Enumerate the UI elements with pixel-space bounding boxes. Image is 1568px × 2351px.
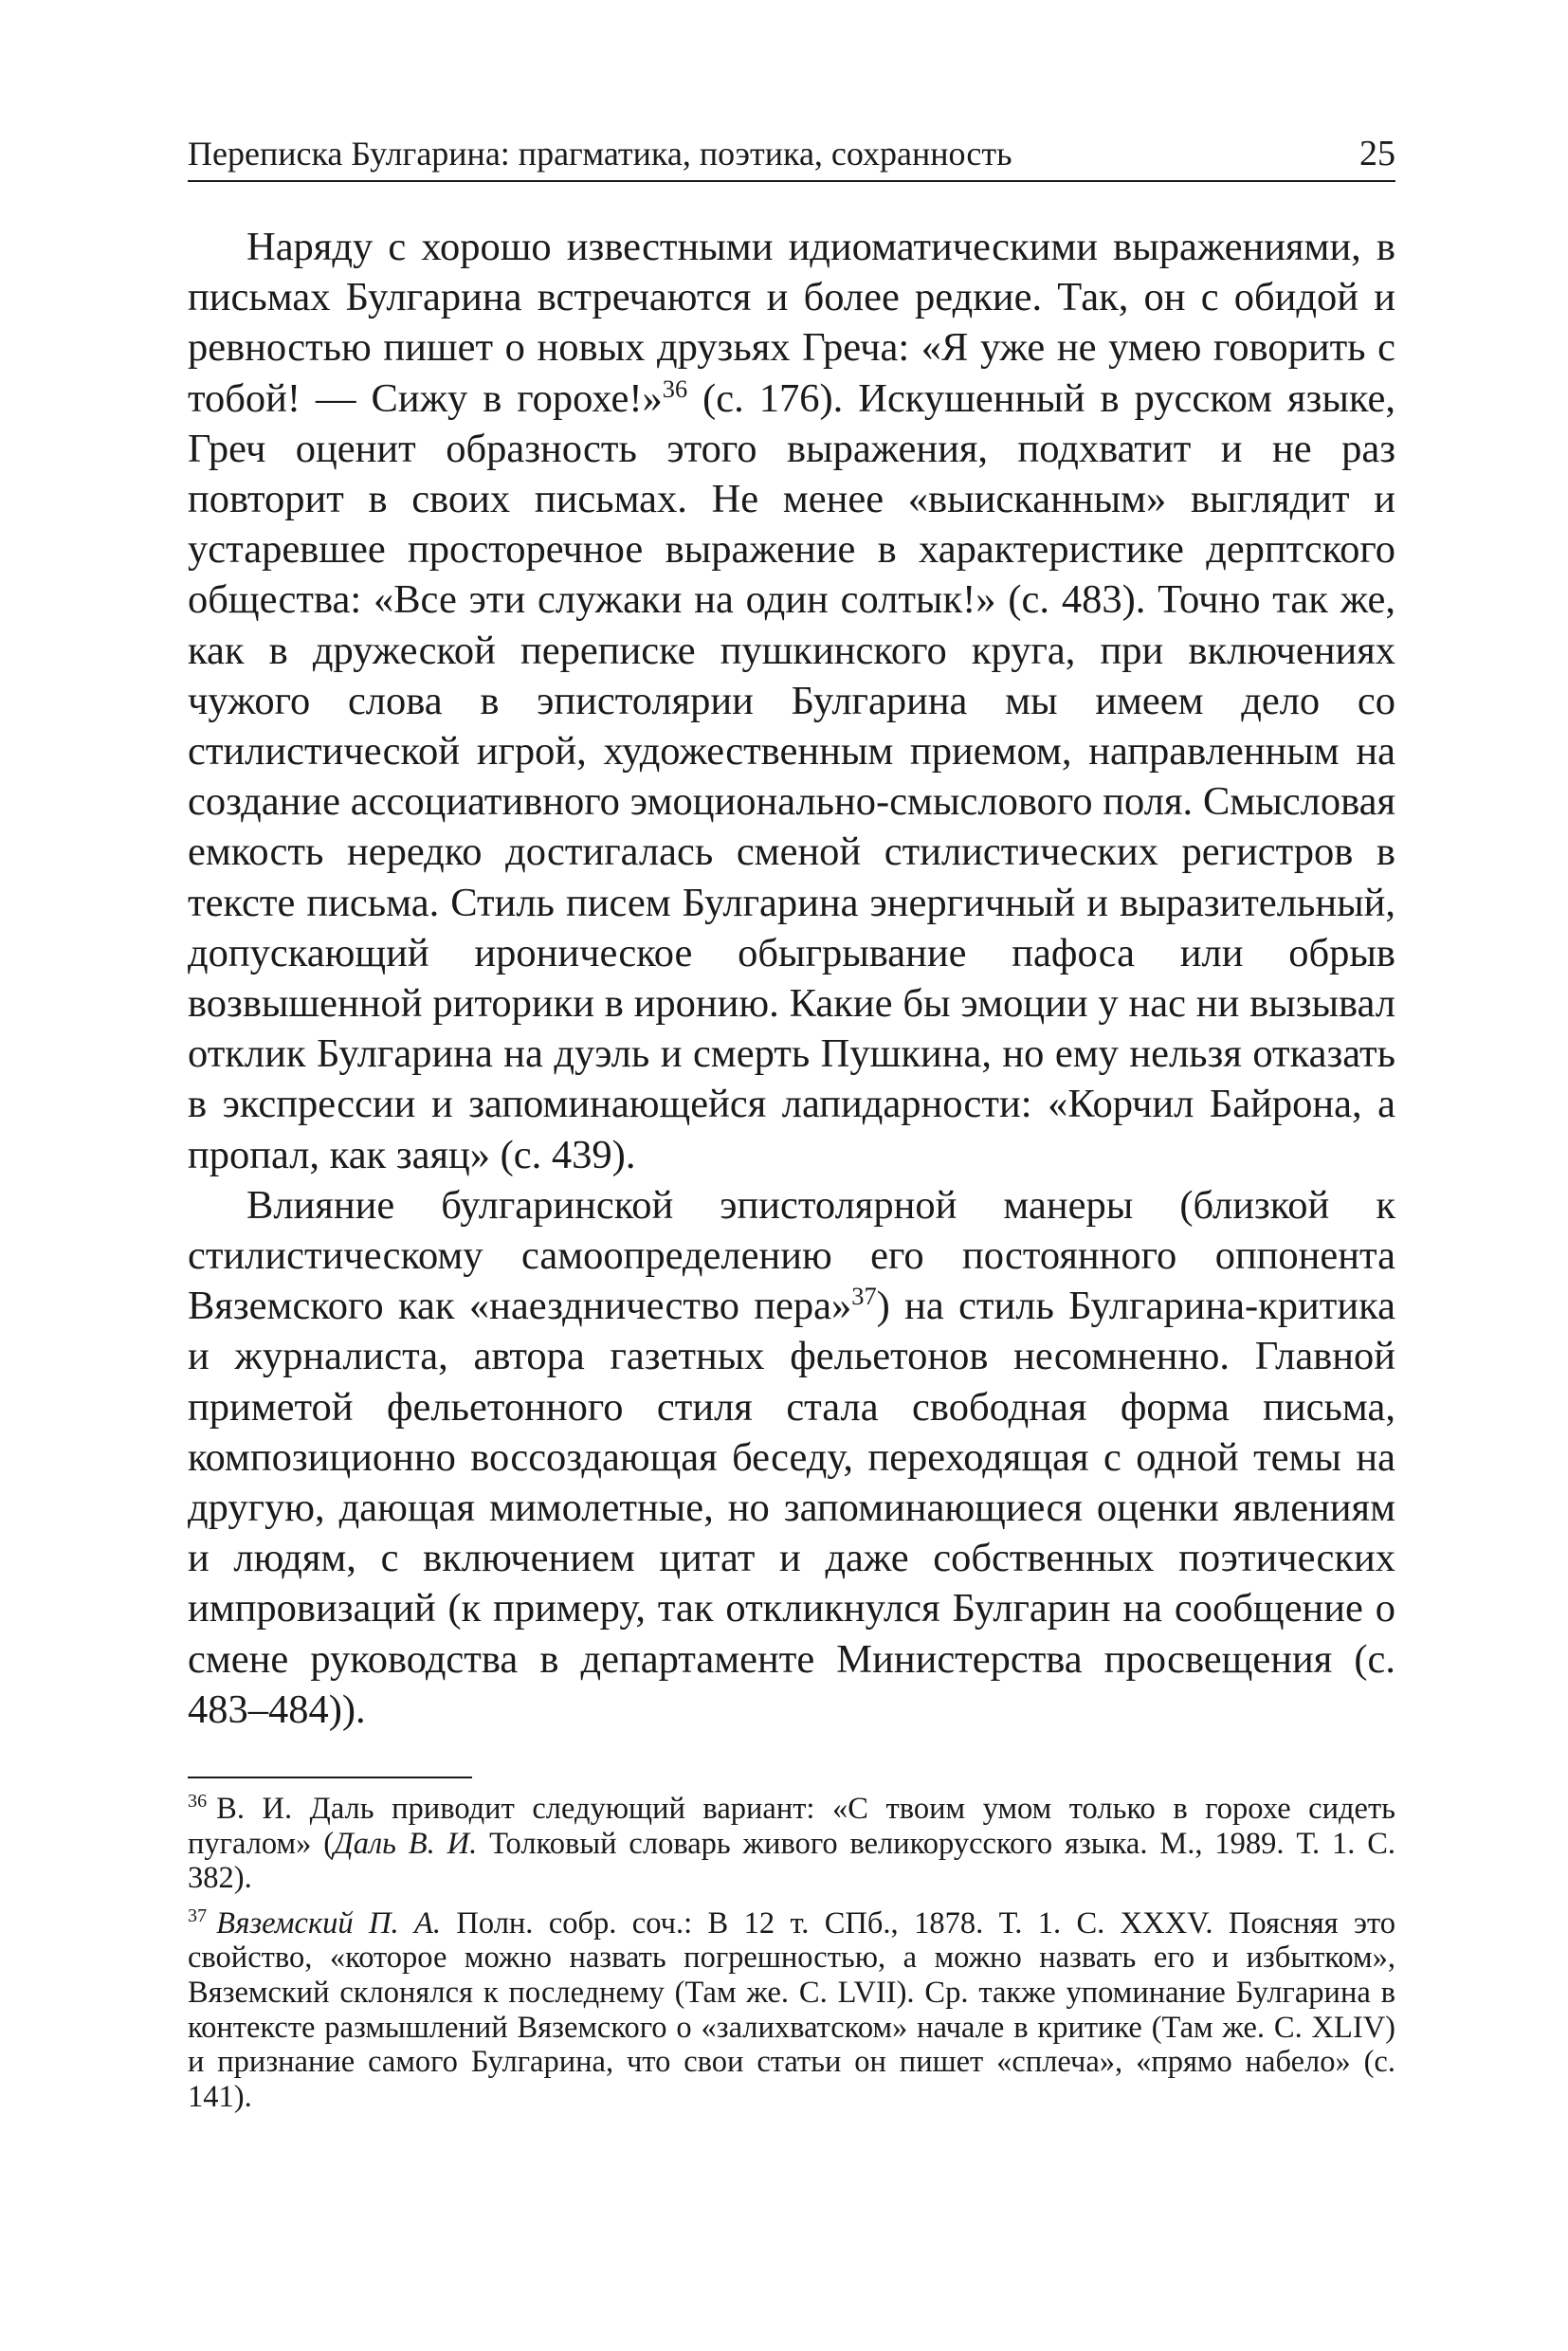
running-head [188,133,1395,182]
footnote-37 [188,1906,1395,2115]
paragraph-1 [188,222,1395,1180]
running-title: Переписка Булгарина: прагматика, поэтика, сохранность [188,135,1012,173]
book-page [188,133,1395,2124]
paragraph-1-text-a: Наряду с хорошо известными идиоматическими выражениями, в письмах Булгарина встречаются и более редкие. Так, он с обидой и ревностью пишет о новых друзьях Греча: «Я уже не умею говорить с тобой! — Сижу в горохе!» [188,225,1395,421]
footnote-36-number: 36 [188,1791,208,1813]
main-text [188,222,1395,1735]
footnote-ref-36: 36 [662,374,688,403]
footnote-36-text-b: Толковый словарь живого великорусского языка. М., 1989. Т. 1. С. 382). [188,1826,1395,1896]
footnote-36 [188,1792,1395,1896]
paragraph-1-text-b: (с. 176). Искушенный в русском языке, Греч оценит образность этого выражения, подхватит и не раз повторит в своих письмах. Не менее «выисканным» выглядит и устаревшее просторечное выражение в характеристике дерптского общества: «Все эти служаки на один солтык!» (с. 483). Точно так же, как в дружеской переписке пушкинского круга, при включениях чужого слова в эпистолярии Булгарина мы имеем дело со стилистической игрой, художественным приемом, направленным на создание ассоциативного эмоционально-смыслового поля. Смысловая емкость нередко достигалась сменой стилистических регистров в тексте письма. Стиль писем Булгарина энергичный и выразительный, допускающий ироническое обыгрывание пафоса или обрыв возвышенной риторики в иронию. Какие бы эмоции у нас ни вызывал отклик Булгарина на дуэль и смерть Пушкина, но ему нельзя отказать в экспрессии и запоминающейся лапидарности: «Корчил Байрона, а пропал, как заяц» (с. 439). [188,375,1395,1177]
footnote-36-text-a: В. И. Даль приводит следующий вариант: «С твоим умом только в горохе сидеть пугалом» ( [188,1792,1395,1861]
footnote-37-author: Вяземский П. А. [216,1905,442,1941]
footnote-36-author: Даль В. И. [334,1826,478,1861]
footnote-divider [188,1777,472,1778]
footnote-37-number: 37 [188,1905,208,1927]
paragraph-2-text-b: ) на стиль Булгарина-критика и журналиста, автора газетных фельетонов несомненно. Главной приметой фельетонного стиля стала свободная форма письма, композиционно воссоздающая беседу, переходящая с одной темы на другую, дающая мимолетные, но запоминающиеся оценки явлениям и людям, с включением цитат и даже собственных поэтических импровизаций (к примеру, так откликнулся Булгарин на сообщение о смене руководства в департаменте Министерства просвещения (с. 483–484)). [188,1284,1395,1732]
footnote-ref-37: 37 [851,1283,877,1311]
paragraph-2 [188,1180,1395,1735]
footnote-37-text-b: Полн. собр. соч.: В 12 т. СПб., 1878. Т. 1. С. XXXV. Поясняя это свойство, «которое можно назвать погрешностью, а можно назвать его и избытком», Вяземский склонялся к последнему (Там же. С. LVII). Ср. также упоминание Булгарина в контексте размышлений Вяземского о «залихватском» начале в критике (Там же. С. XLIV) и признание самого Булгарина, что свои статьи он пишет «сплеча», «прямо набело» (с. 141). [188,1905,1395,2114]
paragraph-2-text-a: Влияние булгаринской эпистолярной манеры (близкой к стилистическому самоопределению его постоянного оппонента Вяземского как «наездничество пера» [188,1182,1395,1329]
footnotes [188,1792,1395,2114]
page-number: 25 [1359,134,1395,173]
